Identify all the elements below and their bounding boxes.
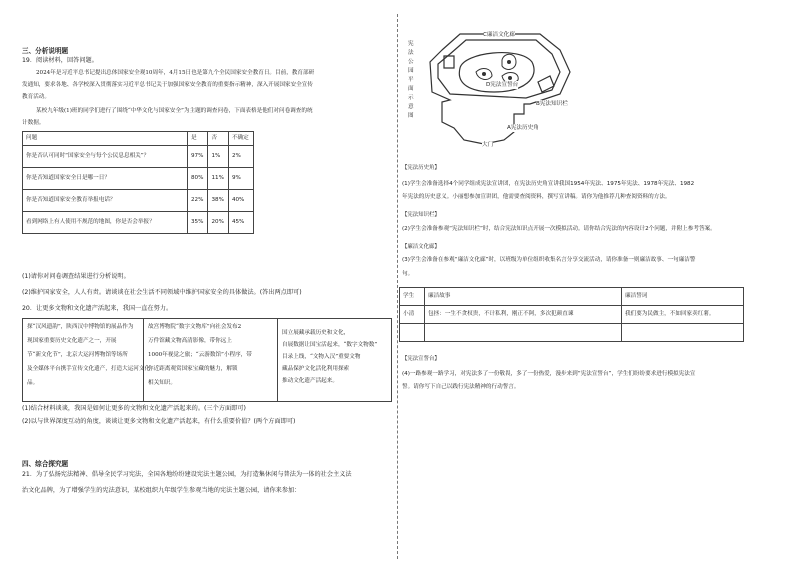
survey-row	[23, 212, 254, 234]
q19-paragraph-2: 某校九年级(1)班的同学们进行了围绕“中华文化与国家安全”为主题的调查问卷，下面表格是他们对问卷调查的统	[36, 108, 313, 114]
survey-cell: 80%	[188, 168, 208, 190]
material-line: 万件馆藏文物高清影像，带你远上	[148, 338, 232, 344]
survey-cell: 20%	[208, 212, 228, 234]
survey-table	[22, 131, 254, 234]
survey-cell: 38%	[208, 190, 228, 212]
material-1	[23, 319, 151, 401]
integrity-header-story: 廉洁故事	[425, 288, 622, 306]
map-title-char: 示	[408, 95, 414, 101]
integrity-cell: 小清	[400, 306, 425, 324]
map-title	[408, 40, 417, 121]
map-title-char: 园	[408, 68, 414, 74]
material-line: 国立展藏承载历史和文化，	[282, 330, 350, 336]
map-title-char: 面	[408, 86, 414, 92]
survey-cell: 你是否知道国家安全日是哪一日？	[23, 168, 188, 190]
q20-materials	[22, 318, 392, 402]
survey-cell: 你是否认可同时“国家安全与每个公民息息相关”？	[23, 146, 188, 168]
right-q4-line1: (4)一路参观一路学习，对宪法多了一份敬畏，多了一份热爱，漫步来到“宪法宣誓台”，学生们纷纷要求进行模拟宪法宣	[402, 371, 696, 377]
right-q1-line1: (1)学生会准备选择4个同学组成宪法宣讲团，在宪法历史角宣讲我国1954年宪法、1975年宪法、1978年宪法、1982	[402, 181, 695, 187]
integrity-cell: 包拯：一生不贪权贵，不计私利，刚正不阿，多次犯颜直谏	[425, 306, 622, 324]
integrity-cell: 我们要为民做主，不如回家卖红薯。	[622, 306, 744, 324]
tag-history-corner: 【宪法历史角】	[402, 165, 440, 171]
integrity-row	[400, 306, 744, 324]
map-title-char: 意	[408, 104, 414, 110]
integrity-cell	[622, 324, 744, 342]
material-line: 目录上线，“文物入汉”重要文物	[282, 354, 361, 360]
material-3	[278, 319, 390, 401]
survey-cell: 你是否知道国家安全教育举报电话？	[23, 190, 188, 212]
q19-title: 19．阅读材料，回答问题。	[22, 57, 98, 64]
material-2	[144, 319, 278, 401]
survey-cell: 看到网络上有人使用不规范的地图，你是否会举报？	[23, 212, 188, 234]
survey-header-unsure: 不确定	[228, 132, 253, 146]
map-label-c: C廉洁文化廊	[483, 32, 515, 38]
q19-paragraph-1: 2024年是习近平总书记提出总体国家安全观10周年，4月15日也是第九个全民国家安全教育日。目前，教育部研	[36, 70, 315, 76]
survey-cell: 11%	[208, 168, 228, 190]
map-label-a: A宪法历史角	[507, 125, 539, 131]
material-line: 品。	[27, 380, 39, 386]
survey-row	[23, 168, 254, 190]
monument-top-dot	[507, 60, 511, 64]
survey-row	[23, 146, 254, 168]
map-label-b: B宪法知识栏	[536, 101, 568, 107]
q21-text-2: 治文化品牌，为了增强学生的宪法意识，某校组织九年级学生参观当地的宪法主题公园，请你来参加：	[22, 487, 301, 494]
survey-cell: 97%	[188, 146, 208, 168]
map-title-char: 平	[408, 77, 414, 83]
material-line: 自展数据让国宝活起来，“数字文物数”	[282, 342, 378, 348]
map-title-char: 公	[408, 59, 414, 65]
material-line: 探“汉风遗韵”，陕西汉中博物馆的展品作为	[27, 324, 134, 330]
map-title-char: 宪	[408, 41, 414, 47]
map-label-d: D宪法宣誓台	[486, 82, 519, 88]
q20-title: 20．让更多文物和文化遗产活起来，我国一直在努力。	[22, 305, 173, 312]
q19-sub2: (2)维护国家安全，人人有责。请谈谈在社会生活不同领域中维护国家安全的具体做法。(答出两点即可)	[22, 289, 302, 296]
material-line: 及全媒体平台携手宣传文化遗产，打造大运河文化	[27, 366, 151, 372]
survey-row	[23, 190, 254, 212]
survey-cell: 40%	[228, 190, 253, 212]
right-q1-line2: 年宪法的历史意义。小丽想参加宣讲团，他需要查阅资料，撰写宣讲稿。请你为他推荐几种查阅资料的方法。	[402, 194, 671, 200]
tag-knowledge-board: 【宪法知识栏】	[402, 212, 440, 218]
survey-cell: 45%	[228, 212, 253, 234]
survey-cell: 1%	[208, 146, 228, 168]
material-line: 1000年视觉之旅；“云游数馆”小程序，带	[148, 352, 252, 358]
map-title-char: 法	[408, 50, 414, 56]
park-inner-path	[438, 40, 560, 98]
section4-heading: 四、综合探究题	[22, 460, 69, 468]
material-line: 推动文化遗产活起来。	[282, 378, 338, 384]
integrity-row-empty	[400, 324, 744, 342]
survey-cell: 22%	[188, 190, 208, 212]
q19-sub1: (1)请你对问卷调查结果进行分析说明。	[22, 273, 130, 280]
right-q4-line2: 誓。请你写下自己以践行宪法精神的行动誓言。	[402, 384, 520, 390]
material-line: 节“新文化节”，北京大运河博物馆等场所	[27, 352, 128, 358]
monument-left-dot	[482, 72, 486, 76]
q20-sub1: (1)结合材料谈谈，我国是如何让更多的文物和文化遗产活起来的。(三个方面即可)	[22, 405, 246, 412]
material-line: 你近距离观赏国家宝藏的魅力，解锁	[148, 366, 238, 372]
survey-header-question: 问题	[23, 132, 188, 146]
integrity-table	[399, 287, 744, 342]
map-title-char: 图	[408, 113, 414, 119]
survey-cell: 9%	[228, 168, 253, 190]
page-divider	[397, 14, 398, 559]
q19-paragraph-1c: 教育活动。	[22, 94, 50, 100]
material-line: 故宫博物院“数字文物库”向社会发布2	[148, 324, 242, 330]
q19-paragraph-2b: 计数据。	[22, 120, 45, 126]
integrity-header-row	[400, 288, 744, 306]
tag-integrity-corridor: 【廉洁文化廊】	[402, 244, 440, 250]
q19-paragraph-1b: 发通知，要求各地、各学校深入贯彻落实习近平总书记关于加强国家安全教育的重要指示精神，深入开展国家安全宣传	[22, 82, 313, 88]
material-line: 现国家重要历史文化遗产之一，开展	[27, 338, 117, 344]
integrity-header-student: 学生	[400, 288, 425, 306]
section3-heading: 三、分析说明题	[22, 47, 69, 55]
survey-cell: 2%	[228, 146, 253, 168]
material-line: 藏品保护文化活化利用探索	[282, 366, 350, 372]
q21-text: 21．为了弘扬宪法精神、倡导全民学习宪法，全国各地纷纷建设宪法主题公园，为打造集休闲与普法为一体的社会主义法	[22, 471, 352, 478]
survey-cell: 35%	[188, 212, 208, 234]
integrity-header-motto: 廉洁誓词	[622, 288, 744, 306]
integrity-cell	[425, 324, 622, 342]
survey-header-row	[23, 132, 254, 146]
q20-sub2: (2)以与世界深度互动的角度，谈谈让更多文物和文化遗产活起来，有什么重要价值？(两个方面即可)	[22, 418, 296, 425]
monument-right-dot	[508, 76, 512, 80]
survey-header-no: 否	[208, 132, 228, 146]
material-line: 相关知识。	[148, 380, 176, 386]
integrity-cell	[400, 324, 425, 342]
survey-header-yes: 是	[188, 132, 208, 146]
right-q2-line1: (2)学生会准备参观“宪法知识栏”时，结合宪法知识点开展一次模拟活动。请你结合宪法的内容设计2个问题，并附上参考答案。	[402, 226, 716, 232]
right-q3-line1: (3)学生会准备在参观“廉洁文化廊”时，以班级为单位组织收集名言分享交流活动，请你准备一则廉洁故事、一句廉洁警	[402, 257, 696, 263]
right-q3-line2: 句。	[402, 271, 414, 277]
tag-oath-platform: 【宪法宣誓台】	[402, 356, 440, 362]
map-label-gate: 大门	[482, 142, 494, 148]
